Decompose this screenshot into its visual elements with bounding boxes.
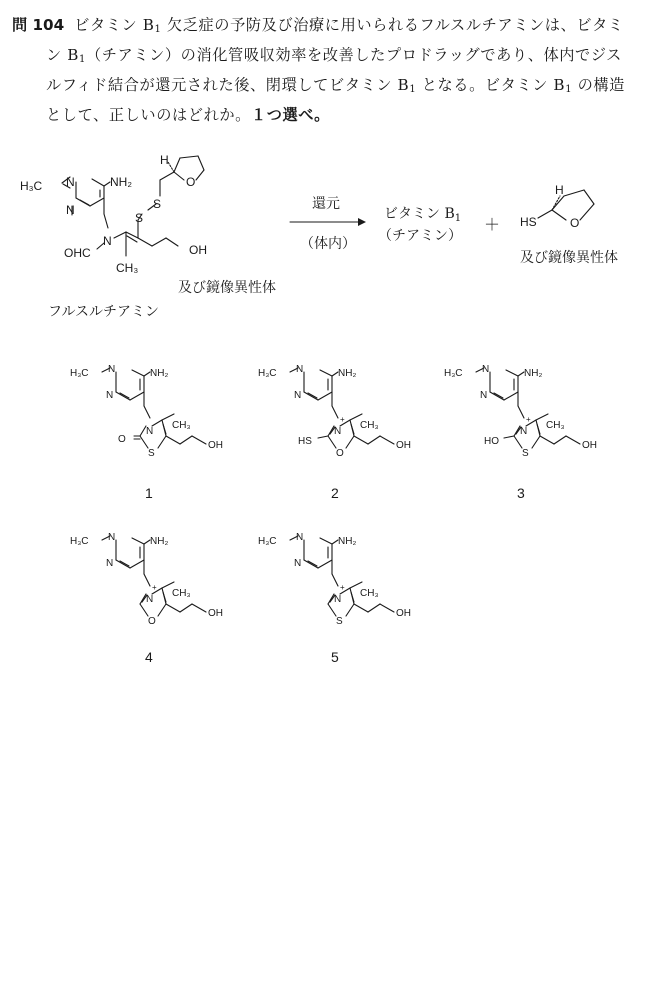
- atom-n: N: [108, 532, 116, 543]
- atom-oh: OH: [582, 440, 597, 451]
- arrow-condition-bottom: （体内）: [300, 236, 356, 252]
- reactant-isomer-label: 及び鏡像異性体: [178, 280, 276, 296]
- atom-n: N: [146, 594, 154, 605]
- atom-h3c: H₃C: [258, 536, 277, 547]
- byproduct-isomer-label: 及び鏡像異性体: [520, 250, 618, 266]
- atom-n: N: [294, 390, 302, 401]
- question-line-2: ン $B_1$（チアミン）の消化管吸収効率を改善したプロドラッグであり、体内でジス: [46, 46, 622, 65]
- atom-o: O: [336, 448, 344, 459]
- atom-oh: OH: [208, 440, 223, 451]
- choice-5-structure[interactable]: [258, 532, 411, 627]
- atom-o: O: [118, 434, 126, 445]
- atom-n: N: [66, 203, 75, 217]
- atom-ohc: OHC: [64, 246, 91, 260]
- question-line-3: ルフィド結合が還元された後、閉環してビタミン $B_1$ となる。ビタミン $B_1$ の構造: [46, 76, 625, 95]
- atom-n: N: [103, 234, 112, 248]
- reactant-name: フルスルチアミン: [48, 304, 160, 320]
- atom-h3c: H₃C: [258, 368, 277, 379]
- choice-2-label[interactable]: 2: [331, 485, 339, 501]
- atom-n: N: [482, 364, 490, 375]
- atom-plus: +: [340, 415, 345, 424]
- atom-n: N: [296, 532, 304, 543]
- choice-1-label[interactable]: 1: [145, 485, 153, 501]
- atom-h: H: [160, 153, 169, 167]
- atom-ch3: CH₃: [172, 588, 191, 599]
- atom-oh: OH: [189, 243, 207, 257]
- atom-n: N: [108, 364, 116, 375]
- atom-nh2: NH₂: [338, 536, 357, 547]
- question-line-4: として、正しいのはどれか。１つ選べ。: [46, 106, 330, 124]
- atom-s: S: [153, 197, 162, 211]
- choice-3-structure[interactable]: [444, 364, 597, 459]
- atom-nh2: NH₂: [150, 536, 169, 547]
- atom-ch3: CH₃: [546, 420, 565, 431]
- atom-ch3: CH₃: [116, 261, 139, 275]
- atom-n: N: [106, 390, 114, 401]
- atom-o: O: [148, 616, 156, 627]
- atom-h3c: H₃C: [70, 368, 89, 379]
- atom-o: O: [186, 175, 196, 189]
- atom-plus: +: [526, 415, 531, 424]
- product-alias: （チアミン）: [378, 228, 462, 244]
- atom-h3c: H₃C: [70, 536, 89, 547]
- atom-nh2: NH₂: [110, 175, 132, 189]
- choice-4-structure[interactable]: [70, 532, 223, 627]
- atom-oh: OH: [396, 608, 411, 619]
- plus-sign: ＋: [484, 215, 501, 234]
- atom-n: N: [294, 558, 302, 569]
- atom-o: O: [570, 216, 580, 230]
- atom-ch3: CH₃: [172, 420, 191, 431]
- atom-h3c: H₃C: [444, 368, 463, 379]
- choice-1-structure[interactable]: [70, 364, 223, 459]
- atom-n: N: [334, 426, 342, 437]
- atom-plus: +: [152, 583, 157, 592]
- atom-ho: HO: [484, 436, 499, 447]
- atom-nh2: NH₂: [524, 368, 543, 379]
- choice-4-label[interactable]: 4: [145, 649, 153, 665]
- question-instruction: １つ選べ。: [250, 106, 330, 124]
- atom-s: S: [148, 448, 155, 459]
- atom-nh2: NH₂: [150, 368, 169, 379]
- atom-h3c: H₃C: [20, 179, 43, 193]
- atom-s: S: [336, 616, 343, 627]
- atom-oh: OH: [208, 608, 223, 619]
- atom-n: N: [106, 558, 114, 569]
- atom-h: H: [555, 183, 564, 197]
- atom-s: S: [135, 211, 144, 225]
- atom-ch3: CH₃: [360, 420, 379, 431]
- arrow-condition-top: 還元: [312, 196, 340, 212]
- atom-plus: +: [340, 583, 345, 592]
- product-name: ビタミン $B_1$: [384, 206, 462, 224]
- atom-n: N: [146, 426, 154, 437]
- atom-n: N: [66, 175, 75, 189]
- choice-5-label[interactable]: 5: [331, 649, 339, 665]
- reaction-arrow: [290, 196, 366, 252]
- atom-n: N: [480, 390, 488, 401]
- thiol-byproduct-structure: [520, 183, 594, 230]
- atom-n: N: [520, 426, 528, 437]
- atom-ch3: CH₃: [360, 588, 379, 599]
- choice-2-structure[interactable]: [258, 364, 411, 459]
- atom-oh: OH: [396, 440, 411, 451]
- atom-s: S: [522, 448, 529, 459]
- question-number: 問 104: [12, 16, 65, 34]
- atom-n: N: [334, 594, 342, 605]
- atom-nh2: NH₂: [338, 368, 357, 379]
- atom-hs: HS: [298, 436, 312, 447]
- fursultiamine-structure: [20, 153, 207, 275]
- reaction-scheme: [20, 153, 618, 320]
- atom-hs: HS: [520, 215, 537, 229]
- choice-3-label[interactable]: 3: [517, 485, 525, 501]
- question-line-1: 問 104 ビタミン $B_1$ 欠乏症の予防及び治療に用いられるフルスルチアミンは、ビタミ: [12, 16, 624, 35]
- atom-n: N: [296, 364, 304, 375]
